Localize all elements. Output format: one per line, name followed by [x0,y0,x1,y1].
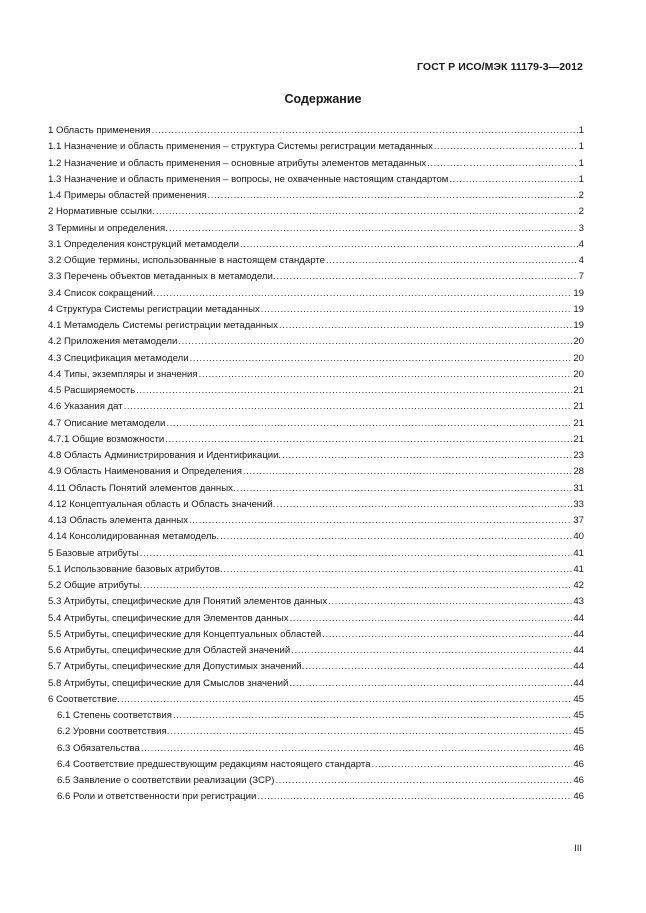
toc-entry-label: 4.2 Приложения метамодели [48,336,178,348]
dot-leader [276,773,573,789]
toc-entry-label: 5.8 Атрибуты, специфические для Смыслов значений [48,677,289,689]
toc-entry-label: 1 Область применения [48,125,151,136]
dot-leader [208,188,578,204]
toc-entry [48,676,584,692]
toc-entry [48,741,584,757]
dot-leader [166,416,572,432]
toc-entry-label: 4.9 Область Наименования и Определения [48,466,242,478]
toc-entry-page: 2 [578,206,584,218]
page-number: III [574,843,582,854]
toc-entry [48,204,584,220]
toc-entry-label: 1.3 Назначение и область применения – вопросы, не охваченные настоящим стандартом [48,173,449,185]
toc-entry-label: 1.2 Назначение и область применения – основные атрибуты элементов метаданных [48,157,427,169]
toc-entry [48,627,584,643]
toc-entry [48,708,584,724]
toc-entry-page: 19 [573,303,584,315]
toc-entry-label: 4.14 Консолидированная метамодель. [48,531,220,543]
toc-entry [48,611,584,627]
toc-entry [48,578,584,594]
toc-entry-label: 1.1 Назначение и область применения – структура Системы регистрации метаданных [48,141,433,153]
toc-entry-page: 42 [573,580,584,591]
dot-leader [243,464,572,480]
toc-entry-label: 5.4 Атрибуты, специфические для Элементов данных [48,612,289,624]
dot-leader [170,724,572,740]
toc-entry-page: 4 [578,238,584,250]
toc-entry-page: 33 [573,498,584,510]
toc-entry-label: 5.1 Использование базовых атрибутов. [48,563,223,575]
toc-entry [48,497,584,513]
toc-entry-label: 4.4 Типы, экземпляры и значения [48,368,198,380]
toc-entry-label: 2 Нормативные ссылки. [48,206,155,218]
toc-entry-page: 28 [573,466,584,478]
dot-leader [178,334,572,350]
toc-entry-page: 4 [578,255,584,266]
toc-entry [48,351,584,367]
toc-entry-label: 4.11 Область Понятий элементов данных. [48,482,236,494]
toc-entry-page: 41 [573,563,584,575]
toc-entry-label: 4.3 Спецификация метамодели [48,352,189,364]
toc-entry-page: 44 [573,661,584,673]
toc-entry-page: 44 [573,677,584,689]
toc-entry [48,156,584,172]
dot-leader [169,221,578,237]
toc-entry [48,172,584,188]
dot-leader [165,432,572,448]
dot-leader [276,497,572,513]
dot-leader [449,172,577,188]
toc-entry-page: 44 [573,645,584,656]
toc-entry [48,594,584,610]
toc-entry-page: 46 [573,758,584,770]
toc-entry-page: 46 [573,742,584,754]
dot-leader [257,789,572,805]
dot-leader [156,204,578,220]
toc-entry [48,237,584,253]
dot-leader [190,351,573,367]
toc-entry-page: 1 [578,157,584,169]
toc-entry [48,562,584,578]
toc-entry [48,757,584,773]
toc-entry [48,724,584,740]
dot-leader [282,448,572,464]
toc-entry-label: 3.3 Перечень объектов метаданных в метамодели. [48,271,276,283]
toc-entry [48,302,584,318]
toc-entry-page: 21 [573,385,584,396]
toc-entry-label: 4.12 Концептуальная область и Область значений. [48,498,276,510]
toc-entry-page: 20 [573,352,584,364]
dot-leader [220,529,572,545]
toc-entry-page: 19 [573,287,584,299]
toc-entry-page: 41 [573,547,584,559]
dot-leader [434,139,578,155]
toc-entry [48,269,584,285]
dot-leader [289,676,572,692]
dot-leader [140,546,573,562]
toc-entry-page: 44 [573,628,584,640]
toc-entry-label: 4.7.1 Общие возможности [48,433,165,445]
toc-entry-label: 5.5 Атрибуты, специфические для Концептуальных областей [48,628,322,640]
dot-leader [141,741,572,757]
toc-entry-label: 6.4 Соответствие предшествующим редакциям настоящего стандарта [57,758,371,770]
toc-entry-page: 20 [573,368,584,380]
toc-entry-page: 1 [578,125,584,136]
dot-leader [279,318,572,334]
toc-entry-page: 7 [578,271,584,283]
toc-entry [48,253,584,269]
toc-entry [48,318,584,334]
dot-leader [305,659,572,675]
toc-entry-label: 6.6 Роли и ответственности при регистрации [57,791,257,803]
toc-entry-page: 23 [573,450,584,461]
toc-entry-page: 21 [573,401,584,413]
toc-title: Содержание [284,92,362,106]
toc-entry-label: 4.5 Расширяемость [48,385,136,396]
toc-entry-page: 40 [573,531,584,543]
toc-entry-label: 4.8 Область Администрирования и Идентификации. [48,450,282,461]
dot-leader [240,237,578,253]
toc-entry-label: 3.4 Список сокращений. [48,287,156,299]
dot-leader [277,269,578,285]
toc-entry-label: 6 Соответствие. [48,693,120,705]
toc-entry-page: 21 [573,433,584,445]
toc-entry-label: 5 Базовые атрибуты [48,547,139,559]
toc-entry-label: 4.13 Область элемента данных [48,515,189,526]
toc-entry-label: 6.5 Заявление о соответствии реализации (ЗСР) [57,775,275,786]
dot-leader [291,643,572,659]
toc-entry-page: 43 [573,596,584,608]
toc-entry-label: 4.6 Указания дат [48,401,123,413]
toc-entry-page: 20 [573,336,584,348]
dot-leader [372,757,573,773]
toc-entry-label: 4.7 Описание метамодели [48,417,166,429]
toc-entry [48,416,584,432]
toc-entry-label: 5.6 Атрибуты, специфические для Областей значений [48,645,291,656]
toc-entry [48,448,584,464]
dot-leader [143,578,572,594]
toc-entry [48,367,584,383]
toc-entry [48,513,584,529]
dot-leader [199,367,573,383]
dot-leader [427,156,578,172]
toc-entry [48,221,584,237]
toc-entry-label: 4.1 Метамодель Системы регистрации метаданных [48,320,278,331]
toc-entry-label: 5.2 Общие атрибуты. [48,580,143,591]
toc-entry [48,334,584,350]
toc-entry [48,643,584,659]
toc-entry-page: 19 [573,320,584,331]
toc-entry-page: 46 [573,775,584,786]
dot-leader [136,383,572,399]
toc-entry-page: 3 [578,222,584,234]
toc-entry [48,659,584,675]
dot-leader [322,627,572,643]
dot-leader [223,562,572,578]
toc-entry [48,789,584,805]
toc-entry-label: 6.2 Уровни соответствия. [57,726,170,738]
toc-entry-label: 5.3 Атрибуты, специфические для Понятий элементов данных [48,596,328,608]
toc-entry [48,546,584,562]
document-header: ГОСТ Р ИСО/МЭК 11179-3—2012 [417,61,583,73]
toc-entry-label: 6.1 Степень соответствия [57,710,172,721]
toc-entry-page: 1 [578,173,584,185]
toc-entry [48,432,584,448]
toc-entry-page: 31 [573,482,584,494]
toc-entry-page: 21 [573,417,584,429]
dot-leader [326,253,578,269]
toc-entry [48,773,584,789]
toc-entry [48,481,584,497]
table-of-contents [48,123,584,806]
toc-entry [48,188,584,204]
toc-entry-page: 1 [578,141,584,153]
toc-entry [48,464,584,480]
toc-entry-label: 1.4 Примеры областей применения [48,190,207,201]
toc-entry-label: 6.3 Обязательства [57,742,140,754]
toc-entry-page: 45 [573,710,584,721]
toc-entry [48,692,584,708]
toc-entry-label: 3.2 Общие термины, использованные в настоящем стандарте [48,255,325,266]
toc-entry-page: 45 [573,693,584,705]
toc-entry [48,286,584,302]
dot-leader [261,302,573,318]
dot-leader [152,123,578,139]
toc-entry [48,123,584,139]
dot-leader [189,513,572,529]
toc-entry-label: 3 Термины и определения. [48,222,168,234]
toc-entry [48,383,584,399]
toc-entry-page: 46 [573,791,584,803]
dot-leader [121,692,573,708]
toc-entry-page: 44 [573,612,584,624]
dot-leader [173,708,572,724]
dot-leader [157,286,573,302]
toc-entry [48,529,584,545]
toc-entry-label: 5.7 Атрибуты, специфические для Допустимых значений. [48,661,305,673]
toc-entry-page: 2 [578,190,584,201]
dot-leader [237,481,573,497]
toc-entry-label: 3.1 Определения конструкций метамодели [48,238,239,250]
toc-entry [48,399,584,415]
toc-entry-page: 37 [573,515,584,526]
dot-leader [328,594,572,610]
toc-entry [48,139,584,155]
dot-leader [290,611,573,627]
toc-entry-page: 45 [573,726,584,738]
toc-entry-label: 4 Структура Системы регистрации метаданных [48,303,260,315]
dot-leader [124,399,573,415]
